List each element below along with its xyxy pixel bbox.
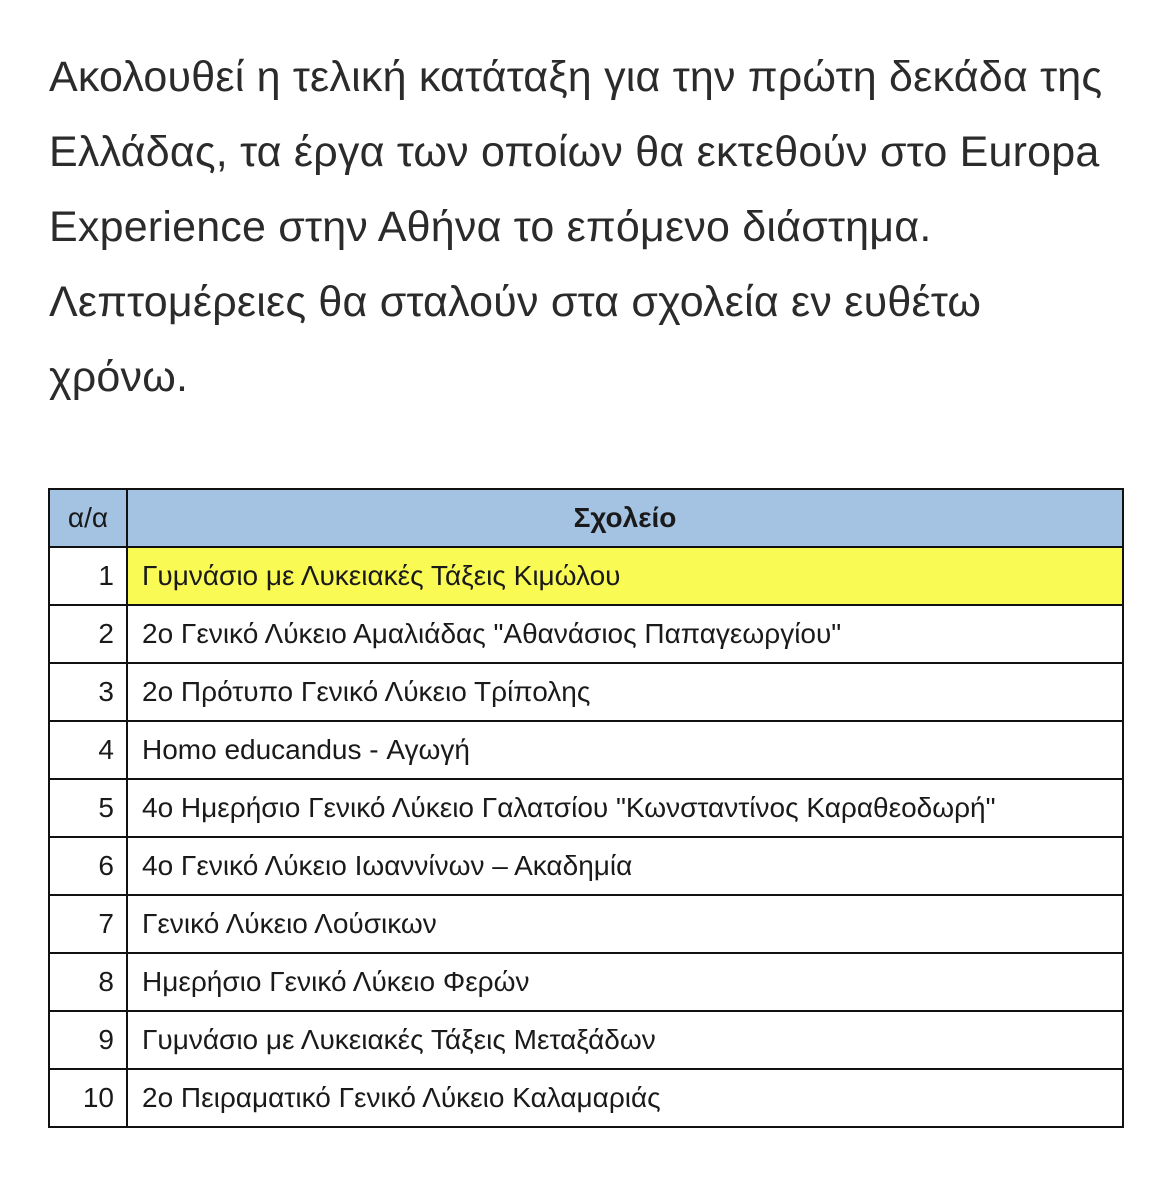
table-row (49, 837, 1123, 895)
school-cell: 4ο Ημερήσιο Γενικό Λύκειο Γαλατσίου "Κωνσταντίνος Καραθεοδωρή" (127, 779, 1123, 837)
school-cell: Ημερήσιο Γενικό Λύκειο Φερών (127, 953, 1123, 1011)
rank-cell: 7 (49, 895, 127, 953)
table-row (49, 547, 1123, 605)
rank-cell: 4 (49, 721, 127, 779)
table-row (49, 953, 1123, 1011)
table-row (49, 1069, 1123, 1127)
rank-cell: 1 (49, 547, 127, 605)
intro-paragraph: Ακολουθεί η τελική κατάταξη για την πρώτη δεκάδα της Ελλάδας, τα έργα των οποίων θα εκτεθούν στο Europa Experience στην Αθήνα το επόμενο διάστημα. Λεπτομέρειες θα σταλούν στα σχολεία εν ευθέτω χρόνω. (49, 53, 1103, 401)
school-cell: Γυμνάσιο με Λυκειακές Τάξεις Κιμώλου (127, 547, 1123, 605)
school-cell: Homo educandus - Αγωγή (127, 721, 1123, 779)
table-row (49, 605, 1123, 663)
school-cell: 2ο Γενικό Λύκειο Αμαλιάδας "Αθανάσιος Παπαγεωργίου" (127, 605, 1123, 663)
table-row (49, 663, 1123, 721)
school-cell: Γενικό Λύκειο Λούσικων (127, 895, 1123, 953)
table-row (49, 895, 1123, 953)
rank-cell: 6 (49, 837, 127, 895)
rank-cell: 3 (49, 663, 127, 721)
school-cell: 2ο Πειραματικό Γενικό Λύκειο Καλαμαριάς (127, 1069, 1123, 1127)
school-cell: 2ο Πρότυπο Γενικό Λύκειο Τρίπολης (127, 663, 1123, 721)
rank-cell: 8 (49, 953, 127, 1011)
ranking-table (48, 488, 1124, 1128)
table-row (49, 779, 1123, 837)
table-row (49, 1011, 1123, 1069)
column-header-school: Σχολείο (127, 489, 1123, 547)
column-header-rank: α/α (49, 489, 127, 547)
school-cell: Γυμνάσιο με Λυκειακές Τάξεις Μεταξάδων (127, 1011, 1123, 1069)
table-row (49, 721, 1123, 779)
rank-cell: 10 (49, 1069, 127, 1127)
rank-cell: 9 (49, 1011, 127, 1069)
school-cell: 4ο Γενικό Λύκειο Ιωαννίνων – Ακαδημία (127, 837, 1123, 895)
rank-cell: 2 (49, 605, 127, 663)
table-header-row (49, 489, 1123, 547)
rank-cell: 5 (49, 779, 127, 837)
